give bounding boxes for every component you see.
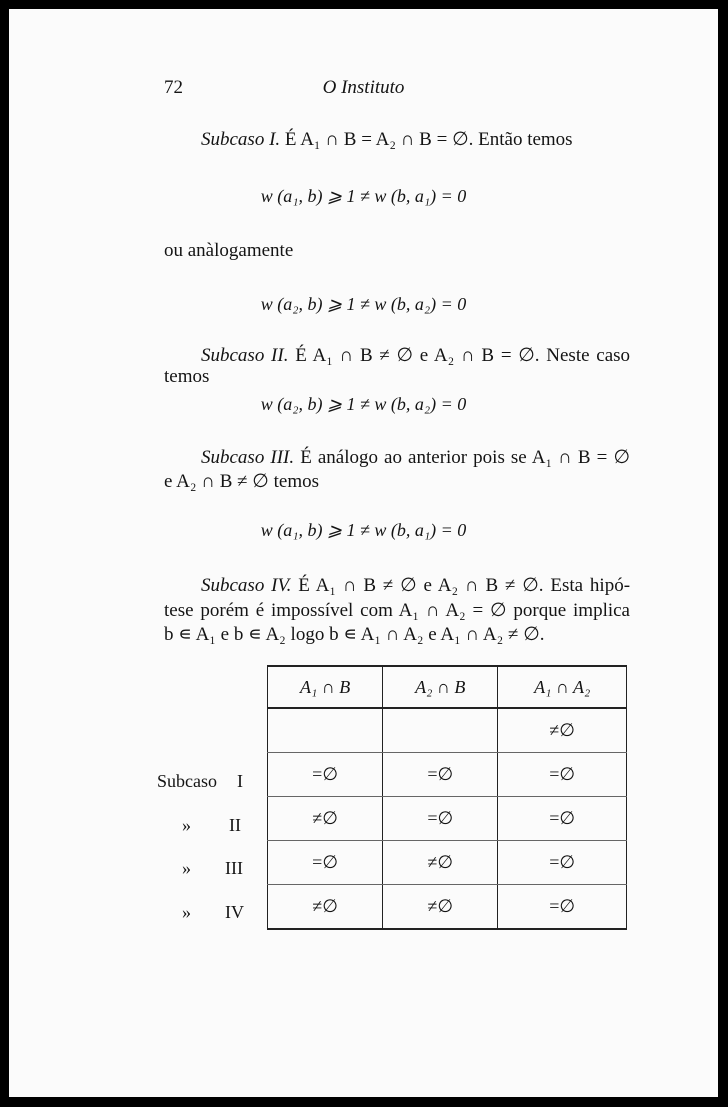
column-header: A₂ ∩ B: [383, 666, 498, 708]
table-cell: ≠∅: [498, 708, 627, 753]
row-label: »: [182, 815, 191, 835]
table-row: [268, 885, 627, 930]
subcase-2-formula: w (a₂, b) ⩾ 1 ≠ w (b, a₂) = 0: [260, 394, 467, 414]
table-cell: ≠∅: [268, 797, 383, 841]
subcase-2-continuation: temos: [164, 366, 210, 387]
row-numeral: II: [229, 815, 241, 835]
subcase-4-label: Subcaso IV.: [201, 575, 292, 596]
column-header: A₁ ∩ B: [268, 666, 383, 708]
table-cell: [268, 708, 383, 753]
table-cell: ≠∅: [268, 885, 383, 930]
table-row: [268, 841, 627, 885]
row-label: Subcaso: [157, 771, 217, 791]
subcase-4-paragraph: [201, 573, 630, 599]
table-cell: [383, 708, 498, 753]
table-cell: =∅: [383, 797, 498, 841]
table-cell: =∅: [383, 753, 498, 797]
row-label: »: [182, 858, 191, 878]
subcase-1-formula: w (a₁, b) ⩾ 1 ≠ w (b, a₁) = 0: [260, 186, 467, 206]
column-header: A₁ ∩ A₂: [498, 666, 627, 708]
subcase-1-paragraph: [201, 127, 573, 153]
table-row: [268, 708, 627, 753]
table-header-row: [268, 666, 627, 708]
subcase-3-paragraph: [201, 445, 630, 471]
subcase-1-statement: É A₁ ∩ B = A₂ ∩ B = ∅. Então temos: [284, 129, 573, 150]
table-row: [268, 753, 627, 797]
row-numeral: III: [225, 858, 243, 878]
row-numeral: I: [237, 771, 243, 791]
table-cell: =∅: [498, 841, 627, 885]
subcase-3-continuation: e A₂ ∩ B ≠ ∅ temos: [164, 471, 319, 492]
table-cell: =∅: [498, 753, 627, 797]
table-cell: =∅: [498, 885, 627, 930]
running-title: O Instituto: [322, 77, 405, 98]
table-cell: ≠∅: [383, 841, 498, 885]
row-numeral: IV: [225, 902, 244, 922]
subcase-1-label: Subcaso I.: [201, 129, 281, 150]
book-page: [9, 9, 718, 1097]
table-cell: =∅: [498, 797, 627, 841]
subcase-4-line1: É A₁ ∩ B ≠ ∅ e A₂ ∩ B ≠ ∅. Esta hipó-: [298, 575, 631, 596]
table-cell: =∅: [268, 753, 383, 797]
subcase-3-formula: w (a₁, b) ⩾ 1 ≠ w (b, a₁) = 0: [260, 520, 467, 540]
subcase-3-statement: É análogo ao anterior pois se A₁ ∩ B = ∅: [300, 447, 630, 468]
subcase-table: [267, 665, 627, 930]
subcase-1-formula-alt: w (a₂, b) ⩾ 1 ≠ w (b, a₂) = 0: [260, 294, 467, 314]
subcase-4-line2: tese porém é impossível com A₁ ∩ A₂ = ∅ porque implica: [164, 600, 630, 621]
subcase-2-label: Subcaso II.: [201, 345, 289, 366]
subcase-1-connector: ou anàlogamente: [164, 240, 294, 261]
subcase-2-statement: É A₁ ∩ B ≠ ∅ e A₂ ∩ B = ∅. Neste caso: [295, 345, 631, 366]
table-cell: ≠∅: [383, 885, 498, 930]
table-cell: =∅: [268, 841, 383, 885]
row-label: »: [182, 902, 191, 922]
subcase-3-label: Subcaso III.: [201, 447, 295, 468]
subcase-2-paragraph: [201, 343, 630, 369]
subcase-4-line3: b ∊ A₁ e b ∊ A₂ logo b ∊ A₁ ∩ A₂ e A₁ ∩ A₂ ≠ ∅.: [164, 624, 545, 645]
page-number: 72: [164, 77, 183, 98]
table-row: [268, 797, 627, 841]
